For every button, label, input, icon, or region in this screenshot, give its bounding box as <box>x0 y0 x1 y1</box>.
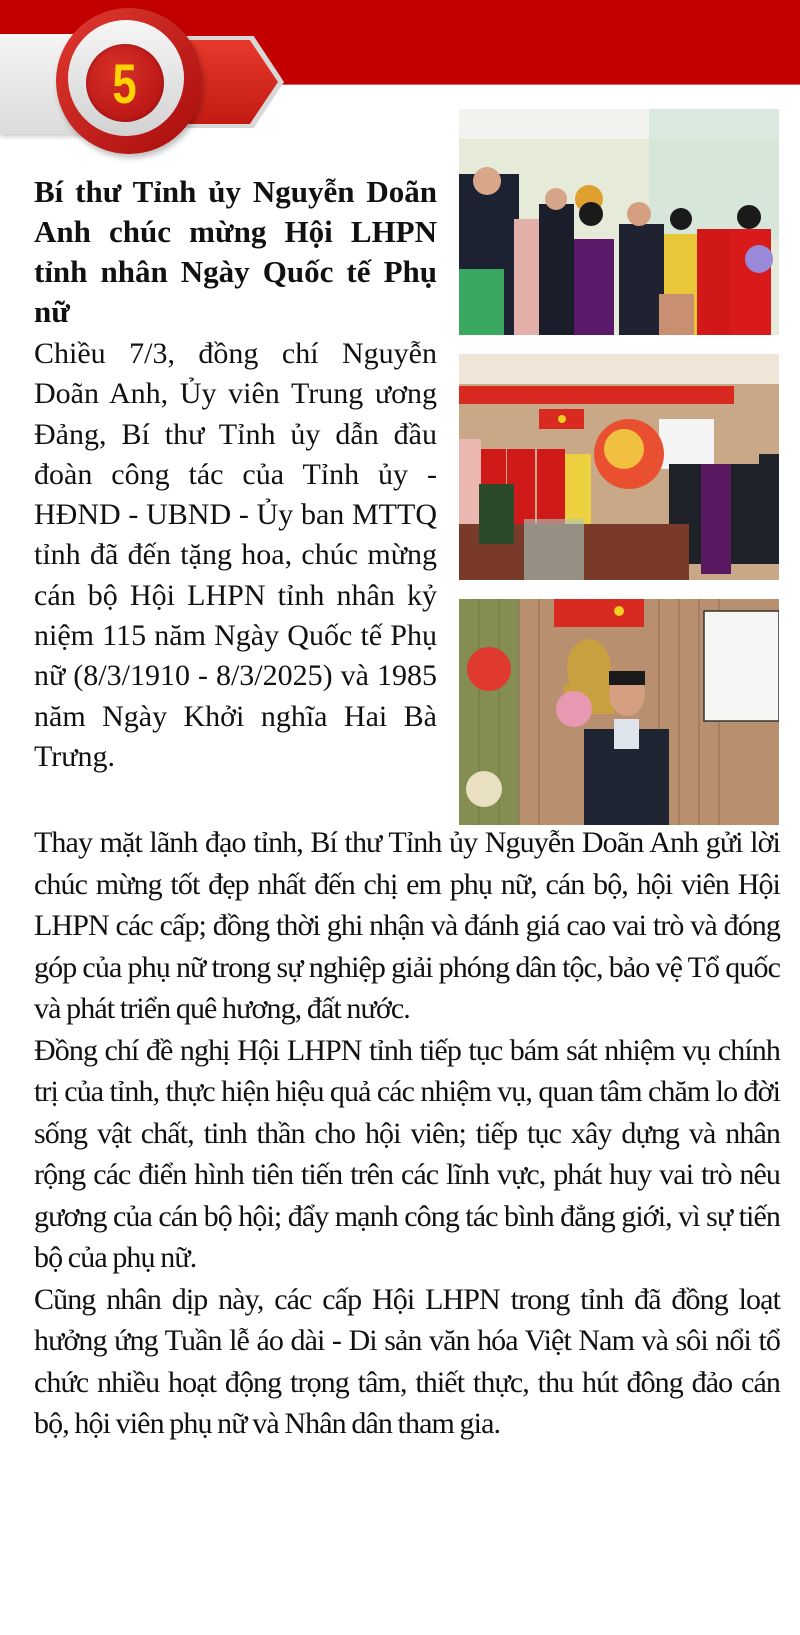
photo-speech <box>459 599 779 825</box>
photo-flower-presentation-image <box>459 354 779 580</box>
photo-visit-booth-image <box>459 109 779 335</box>
article-title: Bí thư Tỉnh ủy Nguyễn Doãn Anh chúc mừng Hội LHPN tỉnh nhân Ngày Quốc tế Phụ nữ <box>34 174 437 329</box>
photo-flower-presentation <box>459 354 779 580</box>
article-body <box>34 822 780 1445</box>
body-paragraph-1: Thay mặt lãnh đạo tỉnh, Bí thư Tỉnh ủy Nguyễn Doãn Anh gửi lời chúc mừng tốt đẹp nhất đến chị em phụ nữ, cán bộ, hội viên Hội LHPN các cấp; đồng thời ghi nhận và đánh giá cao vai trò và đóng góp của phụ nữ trong sự nghiệp giải phóng dân tộc, bảo vệ Tổ quốc và phát triển quê hương, đất nước. <box>34 826 780 1025</box>
badge-number-disc <box>86 44 164 122</box>
photo-speech-image <box>459 599 779 825</box>
section-badge <box>0 0 290 170</box>
body-paragraph-3: Cũng nhân dịp này, các cấp Hội LHPN trong tỉnh đã đồng loạt hưởng ứng Tuần lễ áo dài - Di sản văn hóa Việt Nam và sôi nổi tổ chức nhiều hoạt động trọng tâm, thiết thực, thu hút đông đảo cán bộ, hội viên phụ nữ và Nhân dân tham gia. <box>34 1282 780 1440</box>
photo-visit-booth <box>459 109 779 335</box>
article-lead: Chiều 7/3, đồng chí Nguyễn Doãn Anh, Ủy viên Trung ương Đảng, Bí thư Tỉnh ủy dẫn đầu đoàn công tác của Tỉnh ủy - HĐND - UBND - Ủy ban MTTQ tỉnh đã đến tặng hoa, chúc mừng cán bộ Hội LHPN tỉnh nhân kỷ niệm 115 năm Ngày Quốc tế Phụ nữ (8/3/1910 - 8/3/2025) và 1985 năm Ngày Khởi nghĩa Hai Bà Trưng. <box>34 337 437 773</box>
body-paragraph-2: Đồng chí đề nghị Hội LHPN tỉnh tiếp tục bám sát nhiệm vụ chính trị của tỉnh, thực hiện hiệu quả các nhiệm vụ, quan tâm chăm lo đời sống vật chất, tinh thần cho hội viên; tiếp tục xây dựng và nhân rộng các điển hình tiên tiến trên các lĩnh vực, phát huy vai trò nêu gương của cán bộ hội; đẩy mạnh công tác bình đẳng giới, vì sự tiến bộ của phụ nữ. <box>34 1033 780 1274</box>
section-number: 5 <box>112 52 138 115</box>
